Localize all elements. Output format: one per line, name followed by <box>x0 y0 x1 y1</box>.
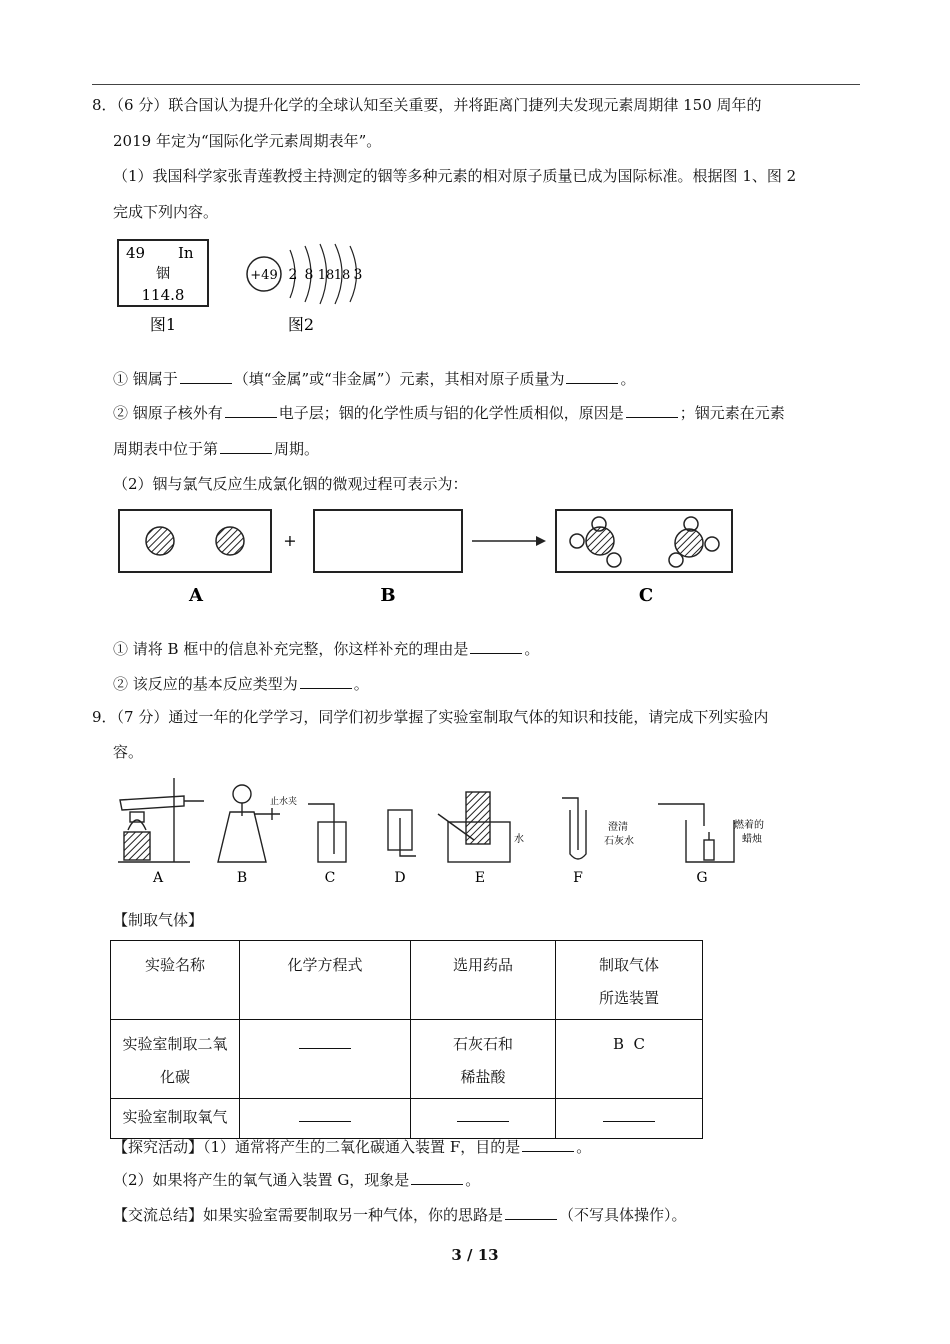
nucleus-charge: +49 <box>250 268 278 283</box>
row1-device: B C <box>556 1020 703 1099</box>
row1-reagents <box>411 1020 556 1099</box>
element-name: 铟 <box>156 266 170 282</box>
gas-preparation-table <box>110 940 703 1139</box>
answer-blank[interactable] <box>220 439 272 454</box>
answer-blank[interactable] <box>603 1107 655 1122</box>
q8-part1-line1: （1）我国科学家张青莲教授主持测定的铟等多种元素的相对原子质量已成为国际标准。根据图 1、图 2 <box>113 167 797 185</box>
q8-sub1-text-a: ① 铟属于 <box>113 370 178 388</box>
answer-blank[interactable] <box>566 369 618 384</box>
q8-sub1-text-c: 。 <box>620 370 636 388</box>
reaction-arrowhead <box>536 536 546 546</box>
plus-sign: + <box>283 531 297 550</box>
row1-equation <box>240 1020 411 1099</box>
q8-sub5-text-a: ② 该反应的基本反应类型为 <box>113 675 298 693</box>
summary-text-b: （不写具体操作）。 <box>559 1206 687 1224</box>
atomic-mass: 114.8 <box>141 286 185 304</box>
header-experiment-name: 实验名称 <box>111 941 240 1020</box>
explore-2-text-a: （2）如果将产生的氧气通入装置 G，现象是 <box>113 1171 410 1189</box>
summary <box>113 1204 687 1226</box>
q8-sub4 <box>113 638 539 660</box>
indium-atom <box>216 527 244 555</box>
row2-device <box>556 1099 703 1139</box>
table-row <box>111 1099 703 1139</box>
box-b <box>314 510 462 572</box>
apparatus-label-f: F <box>573 870 583 886</box>
row1-name-line1: 实验室制取二氧 <box>122 1035 228 1053</box>
q8-sub4-text-a: ① 请将 B 框中的信息补充完整，你这样补充的理由是 <box>113 640 469 658</box>
q8-line2: 2019 年定为“国际化学元素周期表年”。 <box>113 132 382 150</box>
row2-reagents <box>411 1099 556 1139</box>
answer-blank[interactable] <box>299 1034 351 1049</box>
row1-reagents-line2: 稀盐酸 <box>460 1068 506 1086</box>
q8-sub1-text-b: （填“金属”或“非金属”）元素，其相对原子质量为 <box>233 370 565 388</box>
q8-part2: （2）铟与氯气反应生成氯化铟的微观过程可表示为： <box>113 475 468 493</box>
apparatus-f-note-1: 澄清 <box>608 822 628 833</box>
q8-sub3-text-a: 周期表中位于第 <box>113 440 219 458</box>
answer-blank[interactable] <box>470 639 522 654</box>
apparatus-g-note-1: 燃着的 <box>734 820 764 831</box>
apparatus-label-e: E <box>474 870 486 886</box>
shell-1-electrons: 2 <box>288 267 298 283</box>
atomic-number: 49 <box>126 244 146 262</box>
explore-2 <box>113 1169 480 1191</box>
q9-line1: 9．（7 分）通过一年的化学学习，同学们初步掌握了实验室制取气体的知识和技能，请完成下列实验内 <box>92 708 769 726</box>
shell-4-electrons: 18 <box>333 268 351 283</box>
indium-chloride-molecule <box>570 517 621 567</box>
label-a: A <box>189 585 203 606</box>
element-symbol: In <box>178 244 194 262</box>
apparatus-f-note-2: 石灰水 <box>604 836 634 847</box>
figure-2-caption: 图2 <box>287 315 315 334</box>
table-header-row <box>111 941 703 1020</box>
apparatus-label-c: C <box>324 870 336 886</box>
header-device <box>556 941 703 1020</box>
apparatus-b-note: 止水夹 <box>270 797 298 807</box>
q8-sub1 <box>113 368 635 390</box>
header-equation: 化学方程式 <box>240 941 411 1020</box>
apparatus-label-a: A <box>152 870 164 886</box>
answer-blank[interactable] <box>457 1107 509 1122</box>
q8-sub5 <box>113 673 369 695</box>
apparatus-g-beaker-candle <box>658 804 734 862</box>
q9-line2: 容。 <box>113 743 144 761</box>
answer-blank[interactable] <box>180 369 232 384</box>
row1-reagents-line1: 石灰石和 <box>452 1035 513 1053</box>
page-number: 3 / 13 <box>451 1246 499 1264</box>
row2-name: 实验室制取氧气 <box>111 1099 240 1139</box>
answer-blank[interactable] <box>299 1107 351 1122</box>
summary-text-a: 【交流总结】如果实验室需要制取另一种气体，你的思路是 <box>113 1206 504 1224</box>
q8-sub4-text-b: 。 <box>524 640 540 658</box>
header-rule <box>92 84 860 85</box>
apparatus-d-collector <box>388 810 416 856</box>
indium-atom <box>146 527 174 555</box>
shell-3-electrons: 18 <box>317 268 335 283</box>
apparatus-f-test-tube <box>562 798 586 859</box>
q8-sub3 <box>113 438 319 460</box>
answer-blank[interactable] <box>626 403 678 418</box>
row1-name <box>111 1020 240 1099</box>
figure-1-caption: 图1 <box>149 315 177 334</box>
label-b: B <box>380 585 396 606</box>
apparatus-c-collector <box>308 804 346 862</box>
answer-blank[interactable] <box>411 1170 463 1185</box>
table-row <box>111 1020 703 1099</box>
q8-line1: 8．（6 分）联合国认为提升化学的全球认知至关重要，并将距离门捷列夫发现元素周期律 150 周年的 <box>92 96 762 114</box>
shell-5-electrons: 3 <box>353 267 363 283</box>
explore-1-text-b: 。 <box>576 1138 592 1156</box>
explore-2-text-b: 。 <box>465 1171 481 1189</box>
apparatus-e-note: 水 <box>514 834 524 845</box>
figure-2-atomic-structure <box>244 238 374 338</box>
reaction-diagram <box>116 502 746 612</box>
q8-part1-line2: 完成下列内容。 <box>113 203 219 221</box>
figure-1-element-cell <box>116 238 216 338</box>
shell-2-electrons: 8 <box>304 267 314 283</box>
apparatus-label-b: B <box>236 870 248 886</box>
q8-sub3-text-b: 周期。 <box>274 440 320 458</box>
row2-equation <box>240 1099 411 1139</box>
answer-blank[interactable] <box>225 403 277 418</box>
apparatus-figure <box>112 770 792 890</box>
answer-blank[interactable] <box>505 1205 557 1220</box>
header-device-line1: 制取气体 <box>598 956 659 974</box>
explore-1 <box>113 1136 591 1158</box>
label-c: C <box>638 585 654 606</box>
answer-blank[interactable] <box>522 1137 574 1152</box>
apparatus-label-g: G <box>696 870 708 886</box>
indium-chloride-molecule <box>669 517 719 567</box>
q8-sub2-text-b: 电子层；铟的化学性质与铝的化学性质相似，原因是 <box>278 404 624 422</box>
row1-name-line2: 化碳 <box>159 1068 190 1086</box>
answer-blank[interactable] <box>300 674 352 689</box>
explore-1-text-a: 【探究活动】（1）通常将产生的二氧化碳通入装置 F，目的是 <box>113 1138 521 1156</box>
apparatus-label-d: D <box>394 870 406 886</box>
apparatus-e-water-trough <box>438 792 510 862</box>
section-make-gas: 【制取气体】 <box>113 911 204 929</box>
header-device-line2: 所选装置 <box>598 989 659 1007</box>
q8-sub2 <box>113 402 785 424</box>
box-a <box>119 510 271 572</box>
apparatus-a-heating-setup <box>118 778 204 862</box>
q8-sub2-text-a: ② 铟原子核外有 <box>113 404 223 422</box>
apparatus-g-note-2: 蜡烛 <box>742 834 762 845</box>
q8-sub2-text-c: ；铟元素在元素 <box>679 404 785 422</box>
header-reagents: 选用药品 <box>411 941 556 1020</box>
q8-sub5-text-b: 。 <box>353 675 369 693</box>
